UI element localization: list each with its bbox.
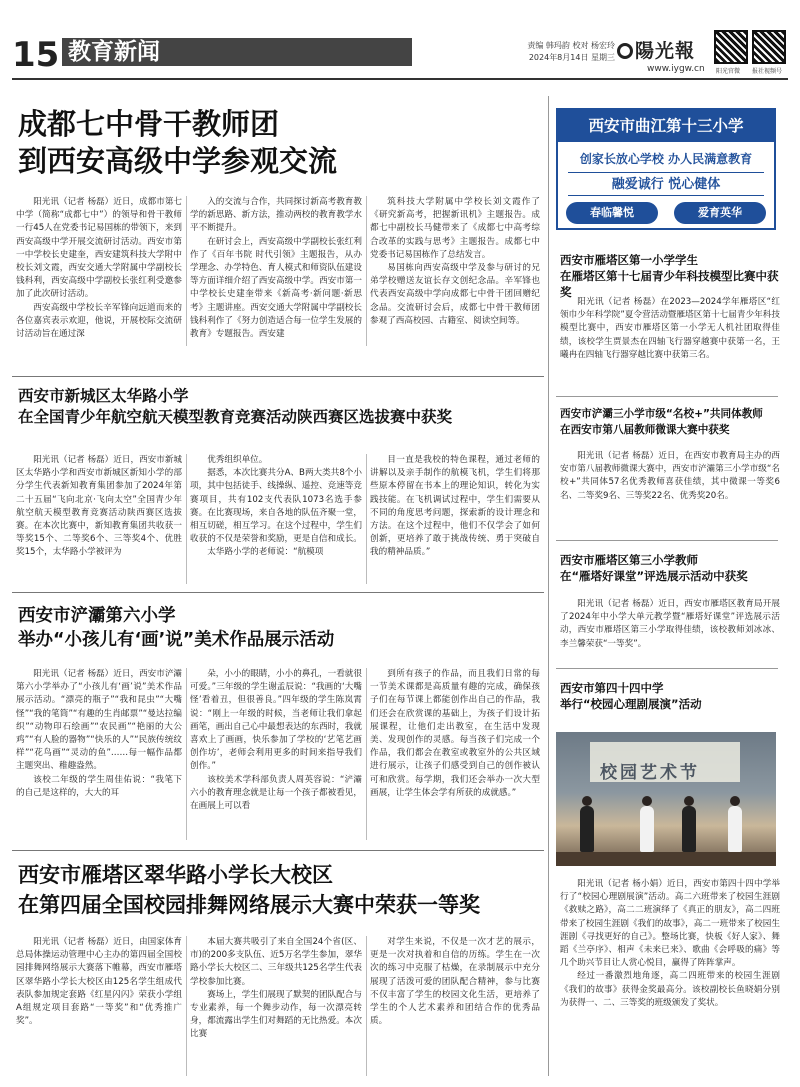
ad-slogan: 创家长放心学校 办人民满意教育 — [579, 152, 753, 166]
ad-title: 西安市曲江第十三小学 — [558, 110, 774, 142]
article4-col-3 — [370, 936, 540, 1076]
section-divider — [12, 376, 544, 377]
performer-figure — [682, 806, 696, 852]
side3-body — [560, 598, 780, 656]
article2-col-1 — [16, 454, 182, 584]
column-rule — [366, 196, 367, 346]
qr-label-1: 阳光官微 — [716, 68, 741, 75]
article3-col-2 — [190, 668, 362, 840]
performer-figure — [728, 806, 742, 852]
side2-headline: 西安市浐灞三小学市级“名校+”共同体教师 在西安市第八届教师微课大赛中获奖 — [560, 408, 763, 436]
column-rule — [186, 196, 187, 346]
lead-col-1 — [16, 196, 182, 346]
paragraph: 该校美术学科部负责人周英容说：“浐灞六小的教育理念就是让每一个孩子都被看见，在画展上可以看 — [190, 774, 362, 812]
paper-logo: 陽光報 — [617, 36, 695, 63]
section-divider — [12, 592, 544, 593]
edition-meta — [505, 40, 615, 64]
side4-headline: 西安市第四十四中学 举行“校园心理剧展演”活动 — [560, 681, 702, 711]
performer-head — [582, 796, 592, 806]
paragraph: 阳光讯（记者 杨磊）近日，在西安市教育局主办的西安市第八届教师微课大赛中，西安市浐灞第三小学市级“名校+”共同体57名优秀教师喜获佳绩，其中微课一等奖6名、二等奖9名、三等奖22名、优秀奖20名。 — [560, 451, 780, 501]
paragraph: 在研讨会上，西安高级中学副校长张红利作了《百年书院 时代引领》主题报告，从办学理念、办学特色、育人模式和师资队伍建设等方面详细介绍了西安高级中学。西安市第一中学校长史建奎带来《新高考·新问题·新思考》主题讲座。西安交通大学附属中学副校长钱科利作了《努力创造适合每一位学生发展的教育》专题报告。西安建 — [190, 236, 362, 340]
article4-col-1 — [16, 936, 182, 1076]
paragraph: 阳光讯（记者 杨小娟）近日，西安市第四十四中学举行了“校园心理剧展演”活动。高二六班带来了校园生涯剧《救赎之路》，高二二班演绎了《真正的朋友》，高二四班带来了校园生涯剧《我们的故事》，高二一班带来了校园生涯剧《寻找更好的自己》。整场比赛，快板《好人家》、舞蹈《兰亭序》、相声《未来已来》、歌曲《会呼吸的痛》等几个助兴节目让人赏心悦目，赢得了阵阵掌声。 — [560, 879, 780, 969]
paragraph: 本届大赛共吸引了来自全国24个省(区、市)的200多支队伍、近5万名学生参加，翠华路小学长大校区二、三年级共125名学生代表学校参加比赛。 — [190, 937, 362, 987]
paragraph: 筑科技大学附属中学校长刘文霞作了《研究新高考，把握新讯机》主题报告。成都七中副校长马健带来了《成都七中高考综合改革的实践与思考》主题报告。成都七中党委书记易国栋作了总结发言。 — [370, 197, 540, 260]
school-advertisement — [556, 108, 776, 230]
stage-floor — [556, 852, 776, 866]
column-rule — [366, 668, 367, 840]
sidebar-separator — [556, 540, 778, 541]
paragraph: 优秀组织单位。 — [207, 455, 268, 465]
lead-col-2 — [190, 196, 362, 346]
qr-code-icon[interactable] — [752, 30, 786, 64]
logo-swirl-icon — [617, 43, 633, 59]
article3-col-3 — [370, 668, 540, 840]
paragraph: 阳光讯（记者 杨磊）近日，西安市浐灞第六小学举办了“小孩儿有‘画’说”美术作品展示活动。“漂亮的瓶子”“我和昆虫”“大嘴怪”“我的笔筒”“有趣的生肖邮票”“曼达拉编织”“动物印石绘画”“农民画”“艳丽的大公鸡”“有人脸的器物”“快乐的人”“民族传统纹样”“花鸟画”“灵动的鱼”……每一幅作品都主题突出、稚趣盎然。 — [16, 669, 182, 772]
paragraph: 据悉，本次比赛共分A、B两大类共8个小项，其中包括徒手、线操纵、遥控、竞速等竞赛项目，共有102支代表队1073名选手参赛。在比赛现场，来自各地的队伍齐聚一堂，相互切磋，相互学习。在这个过程中，学生们收获的不仅是荣誉和奖励，更是自信和成长。 — [190, 468, 362, 545]
lead-headline: 成都七中骨干教师团 到西安高级中学参观交流 — [18, 107, 338, 178]
paragraph: 赛场上，学生们展现了默契的团队配合与专业素养，每一个舞步动作，每一次漂亮转身，都流露出学生们对舞蹈的无比热爱。本次比赛 — [190, 989, 362, 1040]
ad-motto: 融爱诚行 悦心健体 — [568, 172, 764, 196]
ad-badge-1: 春临馨悦 — [566, 202, 658, 224]
side2-body — [560, 450, 780, 530]
side3-headline: 西安市雁塔区第三小学教师 在“雁塔好课堂”评选展示活动中获奖 — [560, 553, 748, 583]
website-link[interactable]: www.iygw.cn — [647, 64, 705, 74]
paragraph: 阳光讯（记者 杨磊）在2023—2024学年雁塔区“红领巾少年科学院”夏令营活动暨雁塔区第十七届青少年科技模型比赛中，西安市雁塔区第一小学无人机社团取得佳绩，该校学生贾景杰在四轴飞行器穿越赛中获第一名，王曦冉在四轴飞行器穿越比赛中获第三名。 — [560, 297, 780, 360]
column-rule — [186, 936, 187, 1076]
paragraph: 阳光讯（记者 杨磊）近日，西安市新城区太华路小学和西安市新城区新知小学的部分学生代表新知教育集团参加了2024年第二十五届“飞向北京·飞向太空”全国青少年航空航天模型教育竞赛活动陕西赛区选拔赛。在本次比赛中，新知教育集团共收获一等奖15个、二等奖6个、三等奖4个、优胜奖15个，太华路小学被评为 — [16, 455, 182, 558]
paragraph: 阳光讯（记者 杨磊）近日，西安市雁塔区教育局开展了2024年中小学大单元教学暨“雁塔好课堂”评选展示活动，西安市雁塔区第三小学取得佳绩，该校教师刘冰冰、李兰馨荣获“一等奖”。 — [560, 599, 780, 649]
paragraph: 目一直是我校的特色课程，通过老师的讲解以及亲手制作的航模飞机，学生们将那些原本停留在书本上的理论知识，转化为实践技能。在飞机调试过程中，学生们需要从不同的角度思考问题，探索新的设计理念和方法。在这个过程中，他们不仅学会了如何创新，更培养了敢于挑战传统、勇于突破自我的精神品质。” — [370, 455, 540, 558]
paragraph: 易国栋向西安高级中学及参与研讨的兄弟学校赠送友谊长存文创纪念品。辛军锋也代表西安高级中学向成都七中骨干团回赠纪念品。交流研讨会后，成都七中骨干教师团参观了西高校园、古籍室、阅读空间等。 — [370, 263, 540, 326]
article3-headline: 西安市浐灞第六小学 举办“小孩儿有‘画’说”美术作品展示活动 — [18, 606, 335, 650]
article4-headline: 西安市雁塔区翠华路小学长大校区 在第四届全国校园排舞网络展示大赛中荣获一等奖 — [18, 863, 480, 917]
masthead-rule — [12, 78, 788, 80]
lead-col-3 — [370, 196, 540, 346]
paragraph: 太华路小学的老师说：“航模项 — [207, 547, 324, 558]
side1-body — [560, 296, 780, 388]
performer-figure — [580, 806, 594, 852]
sidebar-divider — [548, 96, 549, 1076]
event-photo — [556, 732, 776, 866]
performer-head — [684, 796, 694, 806]
editor-line: 责编 韩玛韵 校对 杨宏玲 — [527, 41, 615, 50]
performer-figure — [640, 806, 654, 852]
section-divider — [12, 850, 544, 851]
sidebar-separator — [556, 396, 778, 397]
qr-code-icon[interactable] — [714, 30, 748, 64]
qr-label-2: 报社视频号 — [752, 68, 783, 75]
paragraph: 经过一番激烈地角逐，高二四班带来的校园生涯剧《我们的故事》获得金奖最高分。该校副校长鱼晓娟分别为获得一、二、三等奖的班级颁发了奖状。 — [560, 971, 780, 1008]
performer-head — [642, 796, 652, 806]
column-rule — [186, 668, 187, 840]
column-rule — [186, 454, 187, 584]
paragraph: 西安高级中学校长辛军锋向远道而来的各位嘉宾表示欢迎，他说，开展校际交流研讨活动旨在通过深 — [16, 302, 182, 340]
paragraph: 阳光讯（记者 杨磊）近日，成都市第七中学（简称“成都七中”）的领导和骨干教师一行45人在党委书记易国栋的带领下，来到西安高级中学开展交流研讨活动。西安市第一中学校长史建奎，西安建筑科技大学附中校长刘文霞，西安交通大学附属中学副校长钱科利，西安高级中学副校长张红利受邀参加了此次研讨活动。 — [16, 197, 182, 300]
side1-headline: 西安市雁塔区第一小学学生 在雁塔区第十七届青少年科技模型比赛中获奖 — [560, 253, 779, 299]
paragraph: 对学生来说，不仅是一次才艺的展示，更是一次对执着和自信的历练。学生在一次次的练习中克服了枯燥，在录制展示中充分展现了活泼可爱的团队配合精神，参与比赛不仅丰富了学生的校园文化生活，更培养了学生的个人艺术素养和团结合作的优秀品质。 — [370, 937, 540, 1027]
photo-caption: 校园艺术节 — [600, 763, 700, 783]
article3-col-1 — [16, 668, 182, 840]
page-number: 15 — [12, 35, 60, 75]
column-rule — [366, 936, 367, 1076]
column-rule — [366, 454, 367, 584]
article2-col-3 — [370, 454, 540, 584]
article4-col-2 — [190, 936, 362, 1076]
side4-body — [560, 878, 780, 1078]
paragraph: 该校二年级的学生周佳佑说：“我笔下的自己是这样的，大大的耳 — [16, 774, 182, 798]
article2-col-2 — [190, 454, 362, 584]
paragraph: 朵，小小的眼睛，小小的鼻孔，一看就很可爱。”三年级的学生谢孟辰说：“我画的‘大嘴怪’看着丑，但很善良。”四年级的学生陈岚霄说：“刚上一年级的时候，当老师让我们拿起画笔，画出自己心中最想表达的东西时，我就喜欢上了画画，快乐参加了学校的‘艺笔艺画创作坊’，老师会利用更多的时间来指导我们创作。” — [190, 669, 362, 772]
article2-headline: 西安市新城区太华路小学 在全国青少年航空航天模型教育竞赛活动陕西赛区选拔赛中获奖 — [18, 387, 453, 426]
date-line: 2024年8月14日 星期三 — [528, 53, 615, 62]
paragraph: 阳光讯（记者 杨磊）近日，由国家体育总局体操运动管理中心主办的第四届全国校园排舞网络展示大赛落下帷幕，西安市雁塔区翠华路小学长大校区由125名学生组成代表队参加规定套路《红星闪闪》荣获小学组A组规定项目套路“一等奖”和“优秀推广奖”。 — [16, 937, 182, 1027]
masthead — [0, 0, 800, 78]
performer-head — [730, 796, 740, 806]
paragraph: 入的交流与合作，共同探讨新高考教育教学的新思路、新方法，推动两校的教育教学水平不断提升。 — [190, 197, 362, 234]
ad-badge-2: 爱育英华 — [674, 202, 766, 224]
sidebar-separator — [556, 668, 778, 669]
section-title: 教育新闻 — [62, 38, 412, 66]
paragraph: 到所有孩子的作品，而且我们日常的每一节美术课都是高质量有趣的完成，确保孩子们在每节课上都能创作出自己的作品，我们还会在欣赏课的基础上，为孩子们设计拓展课程，让他们走出教室，在生活中发现美、发现创作的灵感。每当孩子们完成一个作品，我们都会在教室或教室外的公共区域进行展示，让孩子们感受到自己的创作被认可和欣赏。每学期，我们还会举办一次大型画展，让学生体会学有所获的成就感。” — [370, 669, 540, 798]
